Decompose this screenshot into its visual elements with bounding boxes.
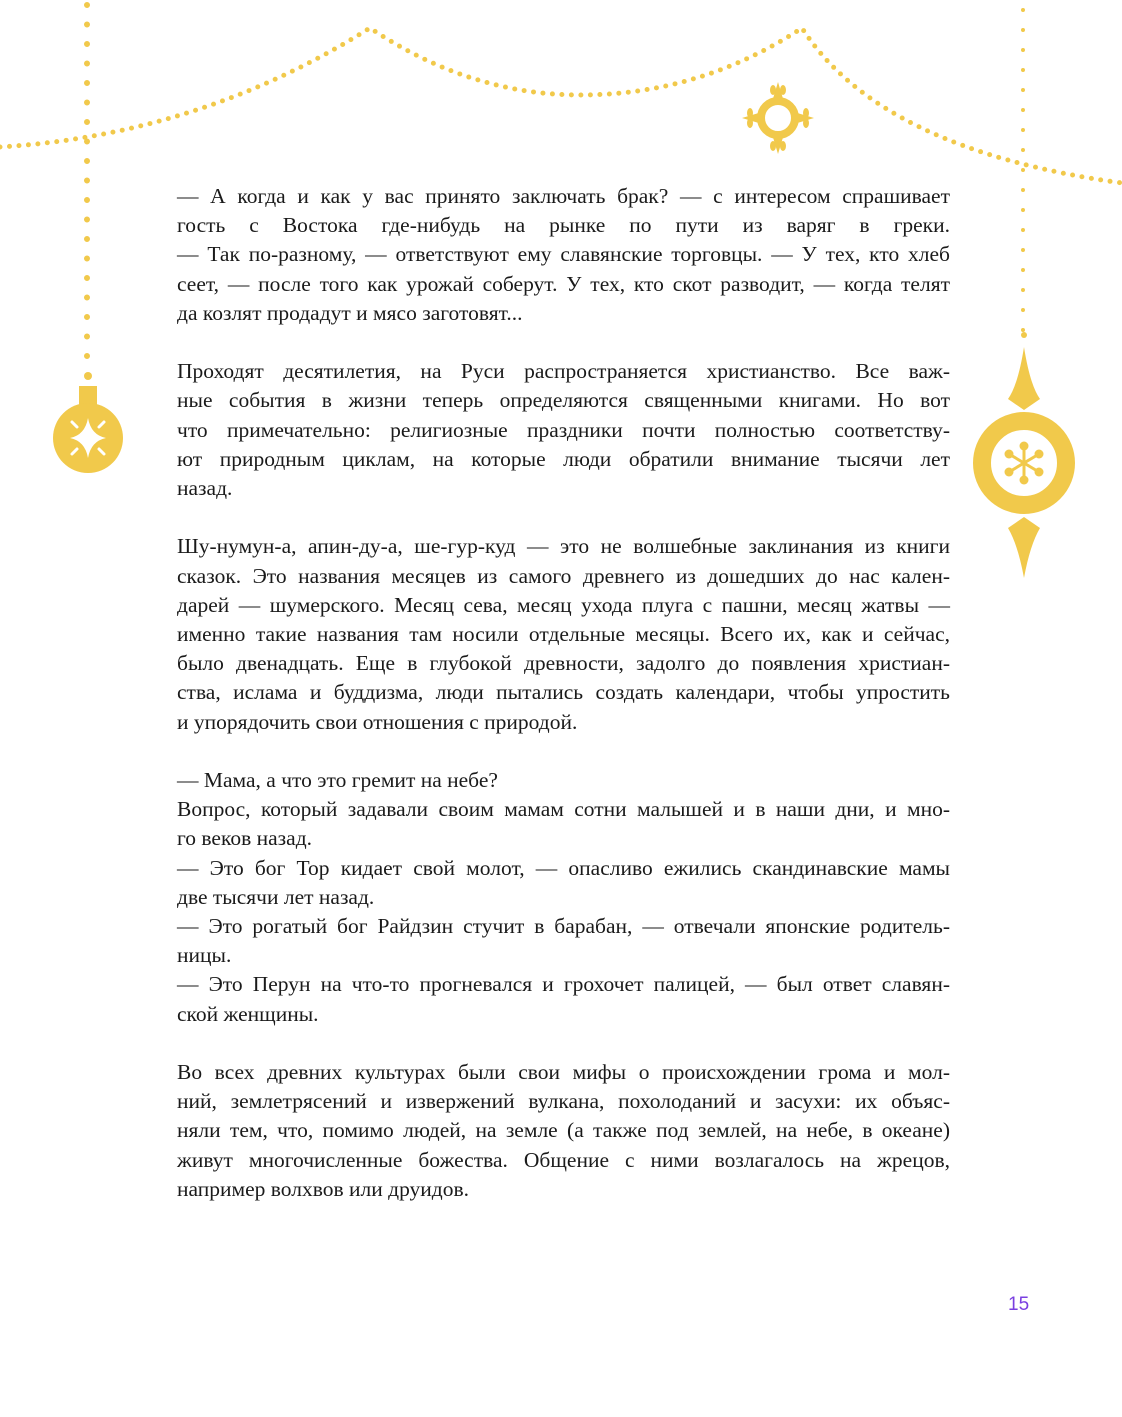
text-line: — Это Перун на что-то прогневался и грохочет палицей, — был ответ славян- <box>177 972 950 997</box>
left-bauble-icon <box>53 372 123 473</box>
paragraph <box>177 182 950 328</box>
text-line: — Это рогатый бог Райдзин стучит в барабан, — отвечали японские родитель- <box>177 914 950 939</box>
text-line: что примечательно: религиозные праздники почти полностью соответству- <box>177 417 950 442</box>
text-line: ницы. <box>177 943 232 968</box>
text-line: дарей — шумерского. Месяц сева, месяц ухода плуга с пашни, месяц жатвы — <box>177 592 950 617</box>
garland-string <box>0 28 1122 183</box>
text-line: Шу-нумун-а, апин-ду-а, ше-гур-куд — это не волшебные заклинания из книги <box>177 534 950 559</box>
paragraph <box>177 1058 950 1204</box>
text-line: ства, ислама и буддизма, люди пытались создать календари, чтобы упростить <box>177 680 950 705</box>
text-line: Во всех древних культурах были свои мифы о происхождении грома и мол- <box>177 1060 950 1085</box>
paragraph <box>177 357 950 503</box>
text-line: Вопрос, который задавали своим мамам сотни малышей и в наши дни, и мно- <box>177 797 950 822</box>
body-text <box>177 182 950 1233</box>
paragraph <box>177 532 950 736</box>
text-line: — Так по-разному, — ответствуют ему славянские торговцы. — У тех, кто хлеб <box>177 242 950 267</box>
page-number: 15 <box>1008 1294 1030 1315</box>
text-line: ные события в жизни теперь определяются священными книгами. Но вот <box>177 388 950 413</box>
text-line: гость с Востока где-нибудь на рынке по пути из варяг в греки. <box>177 213 950 238</box>
text-line: ской женщины. <box>177 1001 319 1026</box>
text-line: ний, землетрясений и извержений вулкана, похолоданий и засухи: их объяс- <box>177 1089 950 1114</box>
text-line: — Мама, а что это гремит на небе? <box>177 768 498 793</box>
text-line: именно такие названия там носили отдельные месяцы. Всего их, как и сейчас, <box>177 622 950 647</box>
text-line: ют природным циклам, на которые люди обратили внимание тысячи лет <box>177 446 950 471</box>
paragraph <box>177 766 950 1029</box>
right-bauble-icon <box>982 332 1066 578</box>
text-line: было двенадцать. Еще в глубокой древности, задолго до появления христиан- <box>177 651 950 676</box>
text-line: сказок. Это названия месяцев из самого древнего из дошедших до нас кален- <box>177 563 950 588</box>
sun-icon <box>742 82 814 154</box>
text-line: например волхвов или друидов. <box>177 1176 470 1201</box>
text-line: две тысячи лет назад. <box>177 884 375 909</box>
text-line: няли тем, что, помимо людей, на земле (а также под землей, на небе, в океане) <box>177 1118 950 1143</box>
text-line: — Это бог Тор кидает свой молот, — опасливо ежились скандинавские мамы <box>177 855 950 880</box>
text-line: — А когда и как у вас принято заключать брак? — с интересом спрашивает <box>177 184 950 208</box>
text-line: сеет, — после того как урожай соберут. У тех, кто скот разводит, — когда телят <box>177 271 950 296</box>
text-line: назад. <box>177 476 233 501</box>
text-line: и упорядочить свои отношения с природой. <box>177 709 578 734</box>
text-line: го веков назад. <box>177 826 313 851</box>
text-line: Проходят десятилетия, на Руси распространяется христианство. Все важ- <box>177 359 950 384</box>
text-line: живут многочисленные божества. Общение с ними возлагалось на жрецов, <box>177 1147 950 1172</box>
text-line: да козлят продадут и мясо заготовят... <box>177 300 523 325</box>
